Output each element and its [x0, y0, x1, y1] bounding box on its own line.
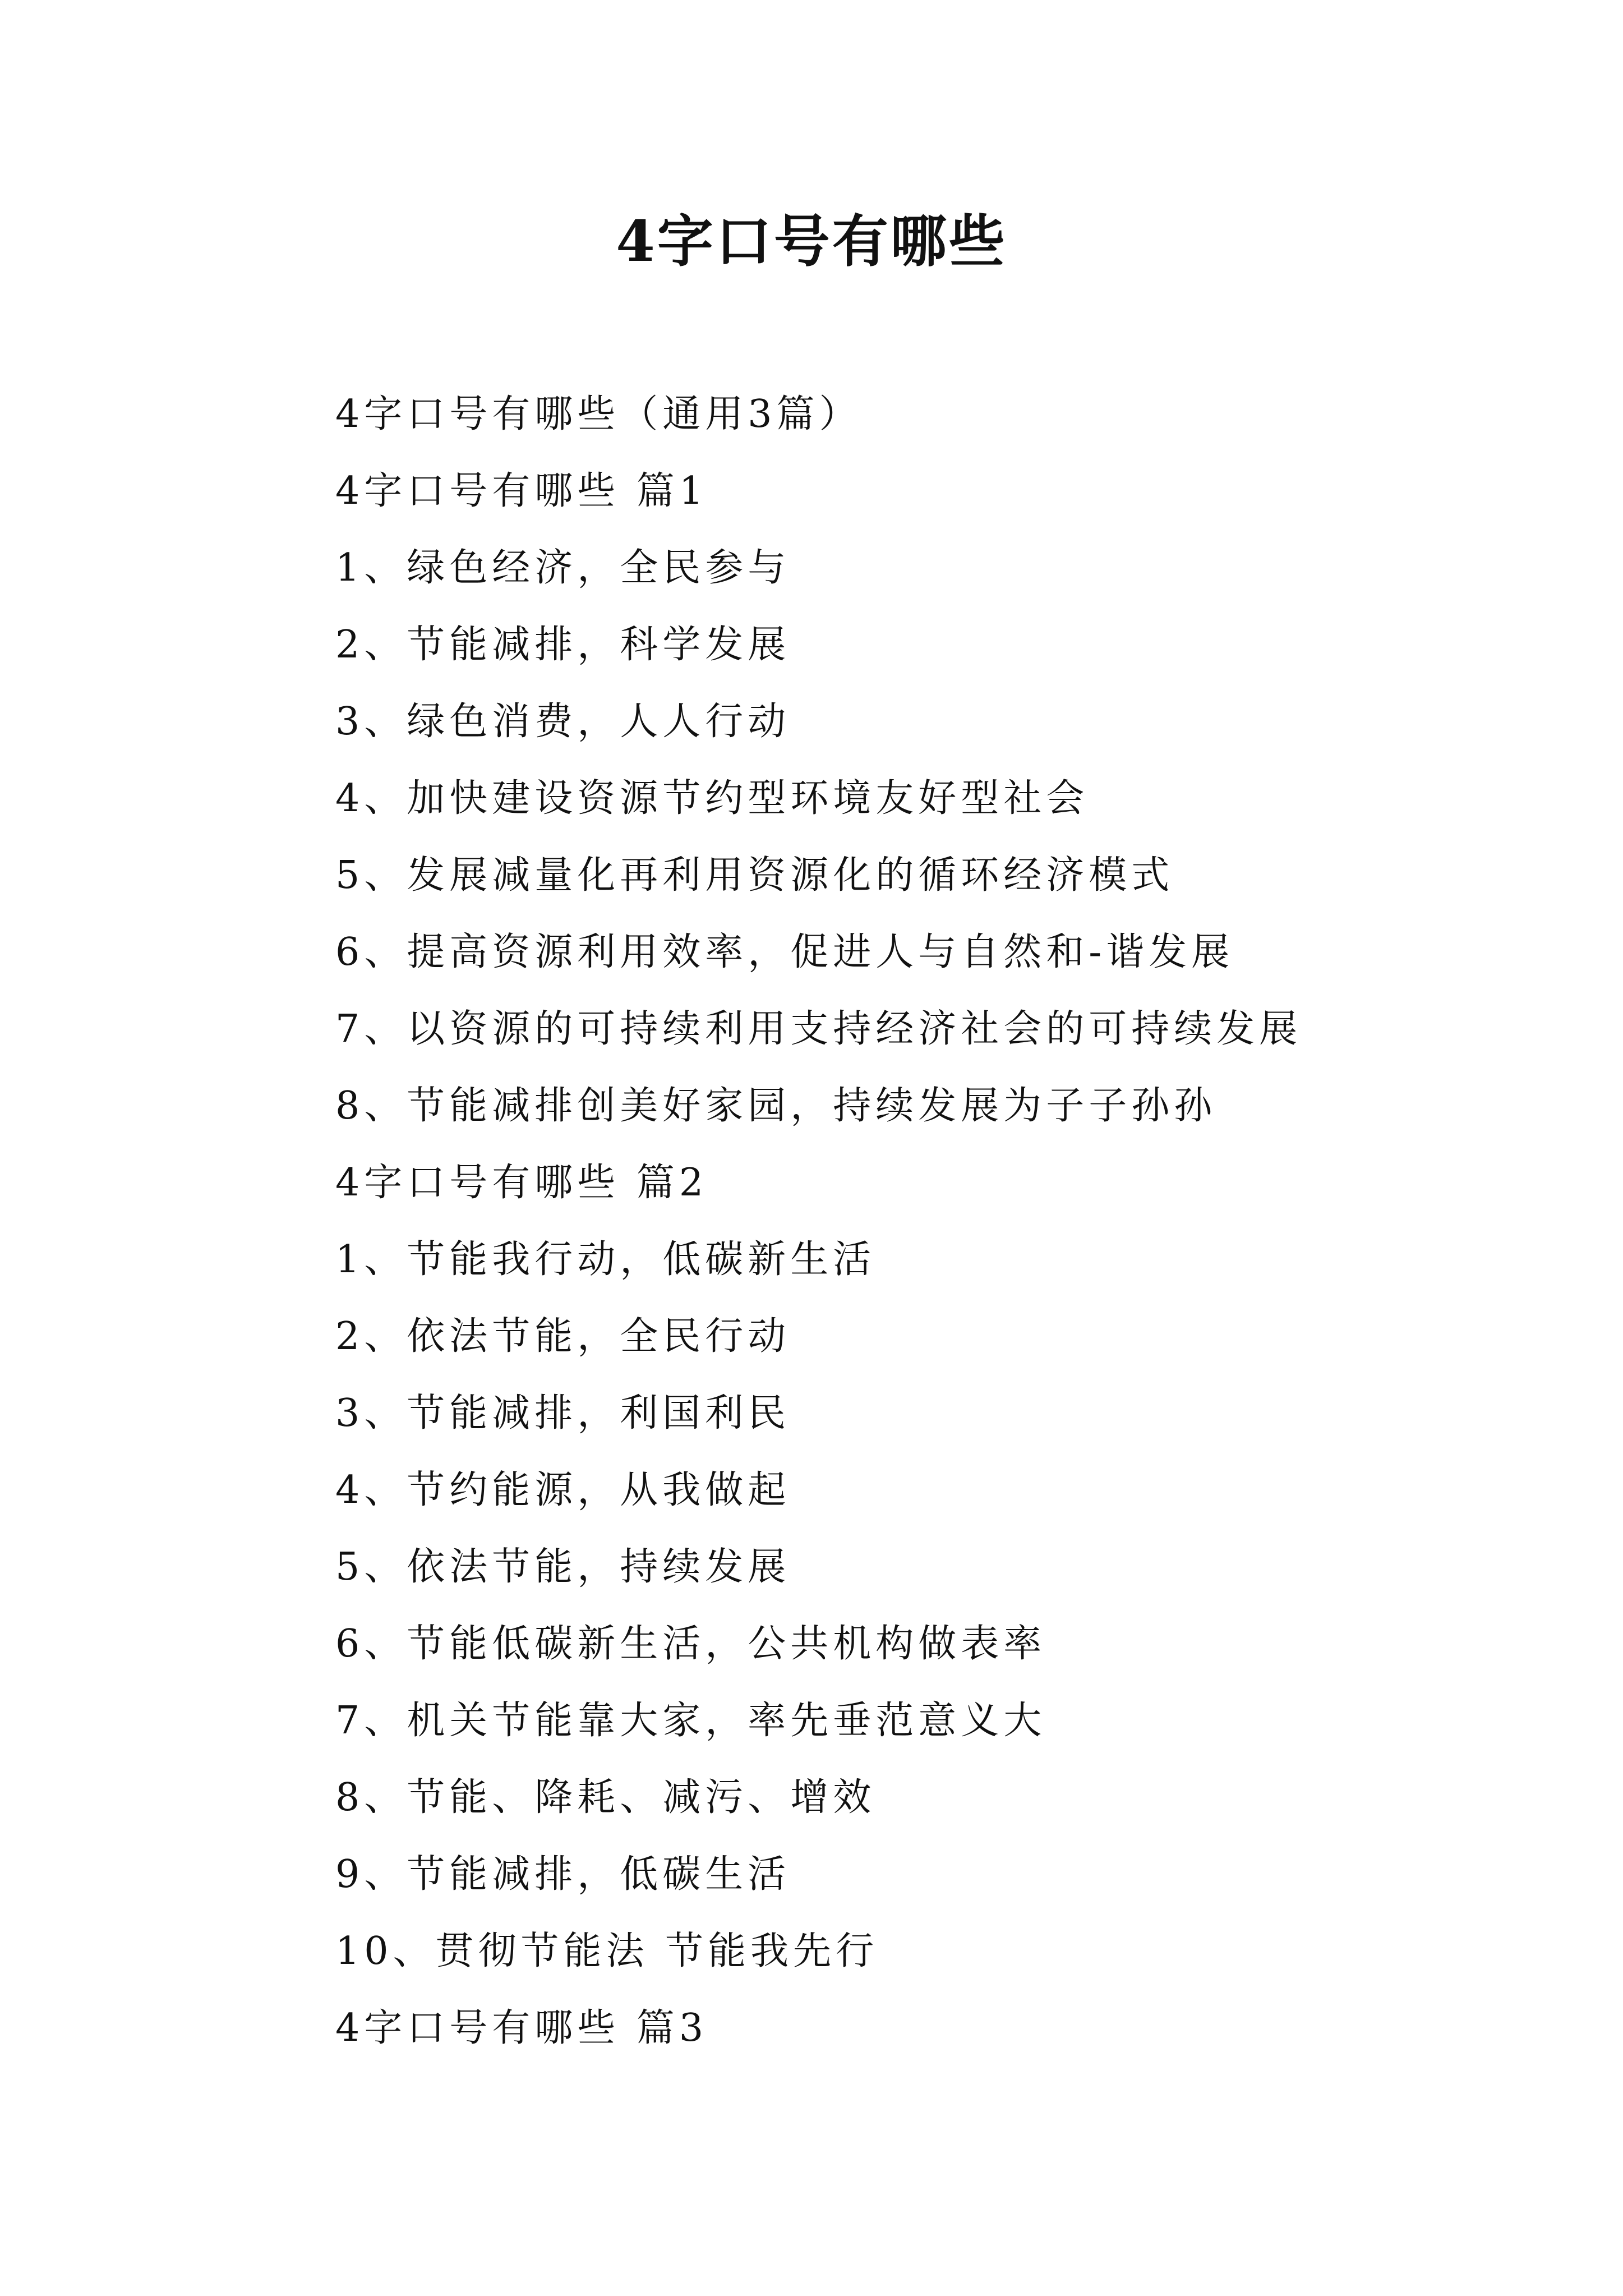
list-item: 6、节能低碳新生活，公共机构做表率: [335, 1622, 1046, 1666]
section-heading-3: 4字口号有哪些 篇3: [335, 2006, 708, 2050]
document-title: 4字口号有哪些: [616, 208, 1007, 274]
list-item: 3、节能减排，利国利民: [335, 1391, 791, 1435]
list-item: 3、绿色消费，人人行动: [335, 700, 791, 744]
list-item: 5、发展减量化再利用资源化的循环经济模式: [335, 853, 1174, 898]
list-item: 8、节能、降耗、减污、增效: [335, 1775, 876, 1820]
list-item: 10、贯彻节能法 节能我先行: [335, 1929, 879, 1973]
list-item: 2、节能减排，科学发展: [335, 623, 791, 667]
list-item: 1、节能我行动，低碳新生活: [335, 1237, 876, 1282]
list-item: 7、以资源的可持续利用支持经济社会的可持续发展: [335, 1007, 1302, 1051]
list-item: 5、依法节能，持续发展: [335, 1545, 791, 1589]
list-item: 2、依法节能，全民行动: [335, 1314, 791, 1359]
subtitle: 4字口号有哪些（通用3篇）: [335, 392, 862, 436]
list-item: 4、节约能源，从我做起: [335, 1468, 791, 1512]
list-item: 1、绿色经济，全民参与: [335, 546, 791, 590]
section-heading-2: 4字口号有哪些 篇2: [335, 1161, 708, 1205]
list-item: 6、提高资源利用效率，促进人与自然和-谐发展: [335, 930, 1234, 974]
list-item: 4、加快建设资源节约型环境友好型社会: [335, 776, 1089, 821]
list-item: 9、节能减排，低碳生活: [335, 1852, 791, 1897]
list-item: 8、节能减排创美好家园，持续发展为子子孙孙: [335, 1084, 1217, 1128]
section-heading-1: 4字口号有哪些 篇1: [335, 469, 708, 513]
document-body: [335, 376, 1524, 2067]
list-item: 7、机关节能靠大家，率先垂范意义大: [335, 1699, 1046, 1743]
